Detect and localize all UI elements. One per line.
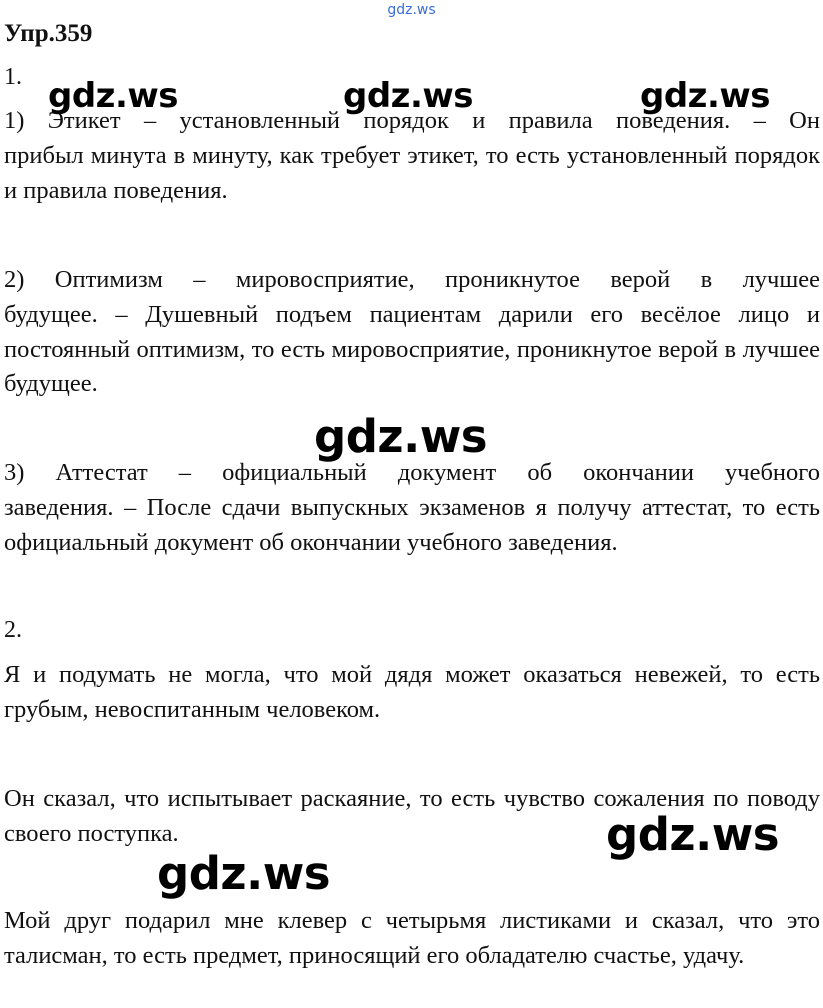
definition-2-first-line: 2) Оптимизм – мировосприятие, проникнутое верой в лучшее xyxy=(4,266,820,293)
definition-3-first-line: 3) Аттестат – официальный документ об окончании учебного xyxy=(4,459,820,486)
watermark-gdz: gdz.ws xyxy=(157,847,331,900)
watermark-gdz: gdz.ws xyxy=(640,76,771,116)
sentence-3: Мой друг подарил мне клевер с четырьмя листиками и сказал, что это талисман, то есть предмет, приносящий его обладателю счастье, удачу. xyxy=(4,907,820,969)
sentence-2: Он сказал, что испытывает раскаяние, то есть чувство сожаления по поводу своего поступка. xyxy=(4,785,820,847)
definition-2-example: будущее. – Душевный подъем пациентам дарили его весёлое лицо и постоянный оптимизм, то есть мировосприятие, проникнутое верой в лучшее будущее. xyxy=(4,301,820,397)
header-watermark: gdz.ws xyxy=(387,2,436,18)
watermark-gdz: gdz.ws xyxy=(314,410,488,463)
watermark-gdz: gdz.ws xyxy=(606,808,780,861)
sentence-1: Я и подумать не могла, что мой дядя может оказаться невежей, то есть грубым, невоспитанным человеком. xyxy=(4,661,820,723)
watermark-gdz: gdz.ws xyxy=(343,76,474,116)
section-number-1: 1. xyxy=(4,64,22,90)
section-number-2: 2. xyxy=(4,617,22,643)
definition-1-example: прибыл минута в минуту, как требует этикет, то есть установленный порядок и правила поведения. xyxy=(4,142,820,204)
watermark-gdz: gdz.ws xyxy=(48,76,179,116)
exercise-title: Упр.359 xyxy=(4,20,93,47)
definition-3-example: заведения. – После сдачи выпускных экзаменов я получу аттестат, то есть официальный документ об окончании учебного заведения. xyxy=(4,494,820,556)
definition-1-first-line: 1) Этикет – установленный порядок и правила поведения. – Он xyxy=(4,107,820,134)
